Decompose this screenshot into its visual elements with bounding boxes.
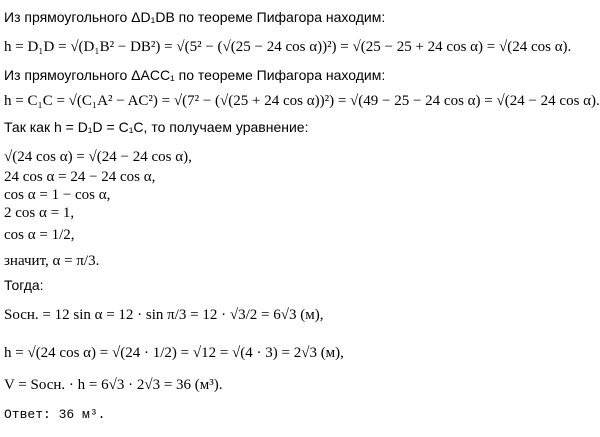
line-11-text: значит, α = π/3. (4, 253, 100, 269)
line-15 (4, 376, 223, 394)
line-13-text: Sосн. = 12 sin α = 12 · sin π/3 = 12 · √3/2 = 6√3 (м), (4, 307, 324, 323)
line-2-text: h = D₁D = √(D₁B² − DB²) = √(5² − (√(25 − 24 cos α))²) = √(25 − 25 + 24 cos α) = √(24 cos α). (4, 39, 572, 55)
answer-text: Ответ: 36 м³. (4, 407, 106, 422)
line-3 (4, 66, 385, 84)
line-15-text: V = Sосн. · h = 6√3 · 2√3 = 36 (м³). (4, 377, 223, 393)
line-1 (4, 8, 385, 26)
line-3-text: Из прямоугольного ΔACC₁ по теореме Пифагора находим: (4, 67, 386, 83)
line-11 (4, 252, 99, 270)
line-14-text: h = √(24 cos α) = √(24 · 1/2) = √12 = √(4 · 3) = 2√3 (м), (4, 345, 344, 361)
line-10 (4, 226, 74, 244)
line-4 (4, 92, 600, 110)
line-5 (4, 118, 308, 136)
line-5-text: Так как h = D₁D = C₁C, то получаем уравнение: (4, 119, 309, 135)
line-12 (4, 276, 44, 294)
line-6 (4, 148, 192, 166)
line-12-text: Тогда: (4, 277, 44, 293)
line-13 (4, 306, 323, 324)
line-8 (4, 186, 110, 204)
line-9 (4, 204, 74, 222)
line-10-text: cos α = 1/2, (4, 227, 75, 243)
line-9-text: 2 cos α = 1, (4, 205, 75, 221)
line-7-text: 24 cos α = 24 − 24 cos α, (4, 169, 156, 185)
line-2 (4, 38, 571, 56)
answer-line (4, 406, 105, 424)
line-8-text: cos α = 1 − cos α, (4, 187, 111, 203)
line-7 (4, 168, 155, 186)
line-4-text: h = C₁C = √(C₁A² − AC²) = √(7² − (√(25 + 24 cos α))²) = √(49 − 25 − 24 cos α) = √(24 − 24 cos α). (4, 93, 600, 109)
line-6-text: √(24 cos α) = √(24 − 24 cos α), (4, 149, 192, 165)
line-1-text: Из прямоугольного ΔD₁DB по теореме Пифагора находим: (4, 9, 386, 25)
line-14 (4, 344, 344, 362)
